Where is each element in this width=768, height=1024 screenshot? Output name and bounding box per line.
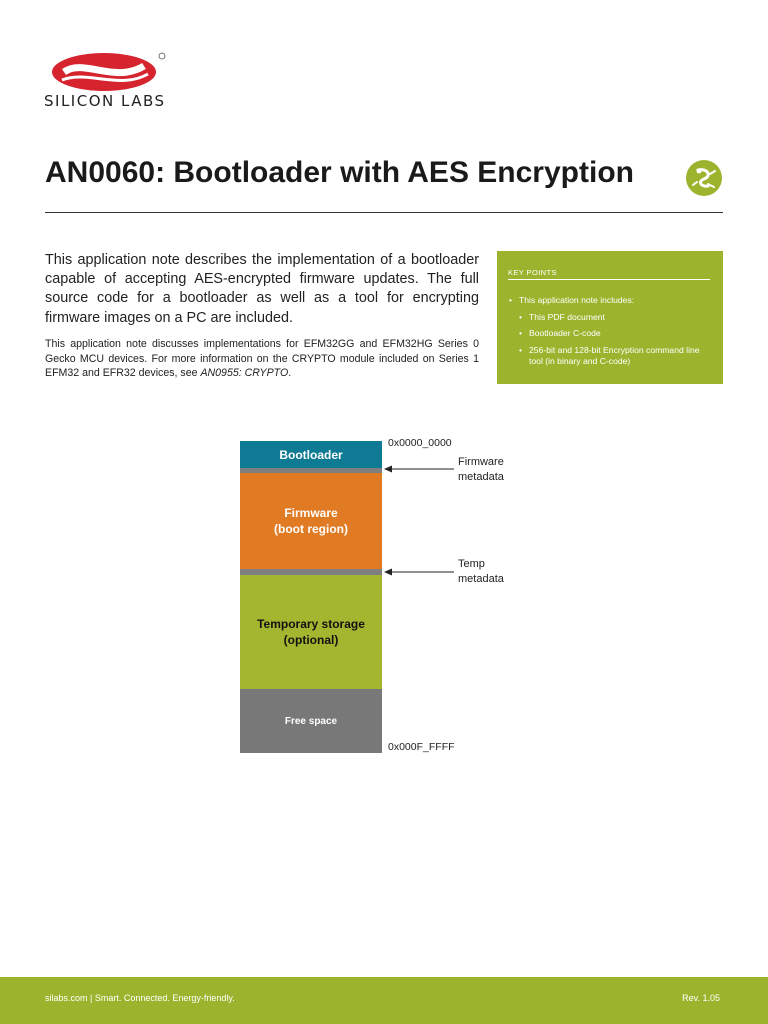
firmware-region: Firmware (boot region)	[240, 473, 382, 569]
bootloader-region: Bootloader	[240, 441, 382, 468]
temp-metadata-arrow	[384, 566, 454, 578]
crypto-reference: AN0955: CRYPTO	[200, 367, 289, 380]
firmware-metadata-label: Firmware metadata	[458, 456, 504, 483]
free-space-region: Free space	[240, 689, 382, 753]
temporary-storage-region: Temporary storage (optional)	[240, 575, 382, 689]
revision-label: Rev. 1.05	[682, 993, 720, 1003]
key-points-title: KEY POINTS	[508, 268, 557, 277]
temp-metadata-label: Temp metadata	[458, 558, 504, 585]
intro-paragraph: This application note describes the implementation of a bootloader capable of accepting AES-encrypted firmware updates. The full source code for a bootloader as well as a tool for encrypting firmware images on a PC are included.	[45, 252, 479, 326]
page-footer	[0, 977, 768, 1024]
key-points-list	[508, 295, 713, 373]
key-points-divider	[508, 279, 710, 280]
key-points-box	[497, 251, 723, 384]
key-point-subitem: • This PDF document	[518, 312, 713, 324]
brand-name: SILICON LABS	[44, 92, 166, 110]
key-point-subitem: • 256-bit and 128-bit Encryption command line tool (in binary and C-code)	[518, 345, 713, 368]
end-address: 0x000F_FFFF	[388, 741, 455, 753]
intro-note: This application note discusses implementations for EFM32GG and EFM32HG Series 0 Gecko MCU devices. For more information on the CRYPTO module included on Series 1 EFM32 and EFR32 devices, see AN0955: CRYPTO.	[45, 338, 479, 380]
footer-tagline: silabs.com | Smart. Connected. Energy-friendly.	[45, 993, 235, 1003]
gecko-icon	[686, 160, 722, 196]
key-point-subitem: • Bootloader C-code	[518, 328, 713, 340]
start-address: 0x0000_0000	[388, 437, 452, 449]
firmware-metadata-arrow	[384, 463, 454, 475]
title-divider	[45, 212, 723, 213]
page-title: AN0060: Bootloader with AES Encryption	[45, 156, 634, 189]
key-point-item: • This application note includes:	[508, 295, 713, 307]
